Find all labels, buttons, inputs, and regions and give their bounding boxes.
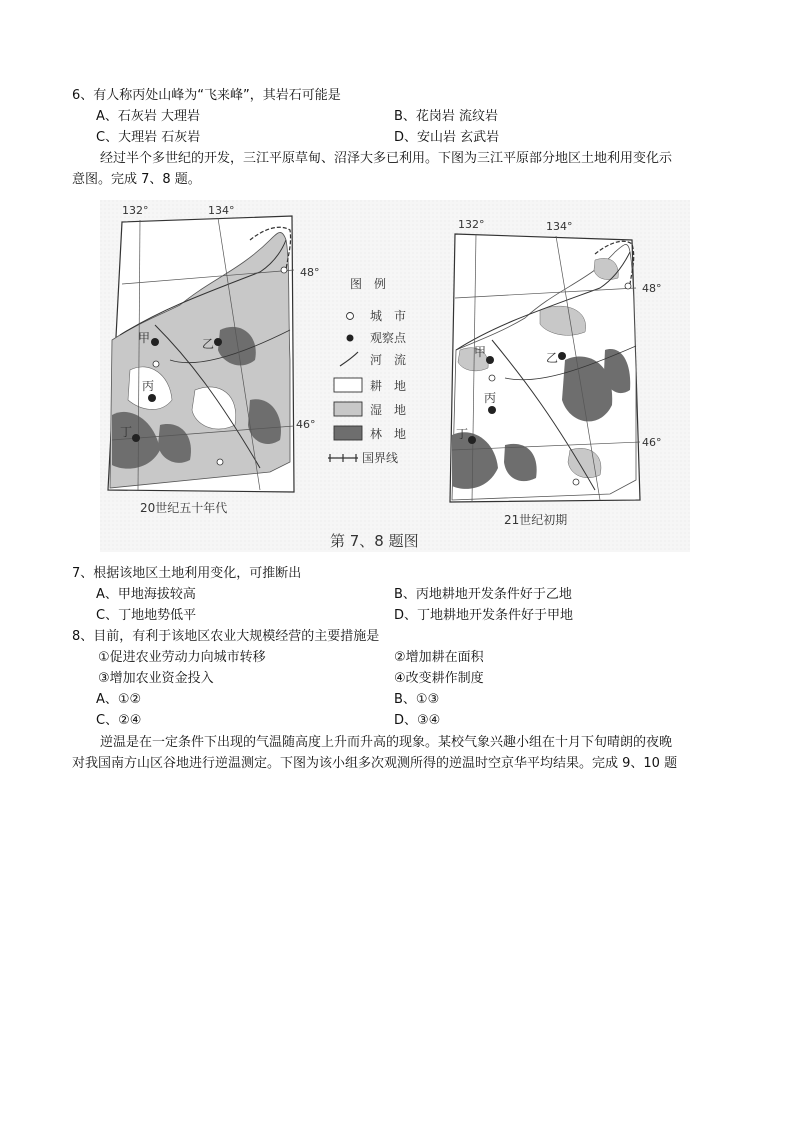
intro-78-line1: 经过半个多世纪的开发，三江平原草甸、沼泽大多已利用。下图为三江平原部分地区土地利用变化示 xyxy=(100,151,673,166)
map-2000s-lat-46: 46° xyxy=(642,436,662,449)
map-1950s-label-jia: 甲 xyxy=(138,331,151,345)
q8-option-b: B、①③ xyxy=(394,692,440,707)
q8-option-a: A、①② xyxy=(96,692,142,707)
map-2000s-label-bing: 丙 xyxy=(484,391,497,405)
legend-city-symbol xyxy=(347,313,354,320)
map-2000s-city-2 xyxy=(573,479,579,485)
map-2000s-obs-yi xyxy=(558,352,566,360)
intro-910-line2: 对我国南方山区谷地进行逆温测定。下图为该小组多次观测所得的逆温时空京华平均结果。完成 9、10 题 xyxy=(72,756,678,771)
map-1950s xyxy=(108,204,320,515)
intro-78-line2: 意图。完成 7、8 题。 xyxy=(72,172,201,187)
map-2000s-lon-132: 132° xyxy=(458,218,485,231)
map-2000s-lon-134: 134° xyxy=(546,220,573,233)
map-2000s-label-jia: 甲 xyxy=(474,345,487,359)
q7-option-b: B、丙地耕地开发条件好于乙地 xyxy=(394,587,572,602)
map-1950s-obs-jia xyxy=(151,338,159,346)
legend-observation-label: 观察点 xyxy=(370,331,407,345)
q8-item-4: ④改变耕作制度 xyxy=(394,671,484,686)
map-1950s-city-1 xyxy=(153,361,159,367)
map-1950s-lat-46: 46° xyxy=(296,418,316,431)
q8-item-1: ①促进农业劳动力向城市转移 xyxy=(98,650,266,665)
legend-river-label: 河 流 xyxy=(370,353,407,367)
q6-option-c: C、大理岩 石灰岩 xyxy=(96,130,201,145)
map-1950s-lat-48: 48° xyxy=(300,266,320,279)
map-2000s-city-1 xyxy=(489,375,495,381)
q6-option-d: D、安山岩 玄武岩 xyxy=(394,130,500,145)
map-1950s-label-yi: 乙 xyxy=(202,337,215,351)
q7-option-c: C、丁地地势低平 xyxy=(96,608,197,623)
q7-option-d: D、丁地耕地开发条件好于甲地 xyxy=(394,608,574,623)
map-1950s-caption: 20世纪五十年代 xyxy=(140,501,228,515)
map-1950s-obs-bing xyxy=(148,394,156,402)
q6-option-a: A、石灰岩 大理岩 xyxy=(96,109,201,124)
legend-border-label: 国界线 xyxy=(362,451,399,465)
legend-observation-symbol xyxy=(347,335,354,342)
q7-stem: 7、根据该地区土地利用变化，可推断出 xyxy=(72,566,302,581)
q8-option-c: C、②④ xyxy=(96,713,142,728)
map-1950s-obs-ding xyxy=(132,434,140,442)
map-2000s-city-3 xyxy=(625,283,631,289)
map-2000s-obs-ding xyxy=(468,436,476,444)
map-2000s-caption: 21世纪初期 xyxy=(504,513,568,527)
figure-title: 第 7、8 题图 xyxy=(330,532,419,550)
legend-farmland-symbol xyxy=(334,378,362,392)
legend-forest-symbol xyxy=(334,426,362,440)
q6-option-b: B、花岗岩 流纹岩 xyxy=(394,109,499,124)
intro-910-line1: 逆温是在一定条件下出现的气温随高度上升而升高的现象。某校气象兴趣小组在十月下旬晴朗的夜晚 xyxy=(100,735,673,750)
q8-item-2: ②增加耕在面积 xyxy=(394,650,484,665)
q8-option-d: D、③④ xyxy=(394,713,441,728)
map-2000s-label-ding: 丁 xyxy=(456,427,469,441)
legend-wetland-symbol xyxy=(334,402,362,416)
map-2000s xyxy=(450,218,662,527)
map-2000s-label-yi: 乙 xyxy=(546,351,559,365)
map-1950s-city-2 xyxy=(217,459,223,465)
legend-wetland-label: 湿 地 xyxy=(370,403,407,417)
legend-forest-label: 林 地 xyxy=(370,427,407,441)
q8-item-3: ③增加农业资金投入 xyxy=(98,671,214,686)
map-2000s-obs-jia xyxy=(486,356,494,364)
map-2000s-lat-48: 48° xyxy=(642,282,662,295)
map-1950s-label-ding: 丁 xyxy=(120,425,133,439)
map-1950s-lon-132: 132° xyxy=(122,204,149,217)
legend-city-label: 城 市 xyxy=(370,309,407,323)
q7-option-a: A、甲地海拔较高 xyxy=(96,587,196,602)
q8-stem: 8、目前，有利于该地区农业大规模经营的主要措施是 xyxy=(72,629,380,644)
legend-farmland-label: 耕 地 xyxy=(370,379,407,393)
legend-title: 图 例 xyxy=(350,277,387,291)
map-1950s-city-3 xyxy=(281,267,287,273)
land-use-figure xyxy=(100,200,690,552)
land-use-maps xyxy=(100,200,690,552)
map-2000s-obs-bing xyxy=(488,406,496,414)
map-1950s-lon-134: 134° xyxy=(208,204,235,217)
map-1950s-obs-yi xyxy=(214,338,222,346)
map-1950s-label-bing: 丙 xyxy=(142,379,155,393)
q6-stem: 6、有人称丙处山峰为“飞来峰”，其岩石可能是 xyxy=(72,88,341,103)
